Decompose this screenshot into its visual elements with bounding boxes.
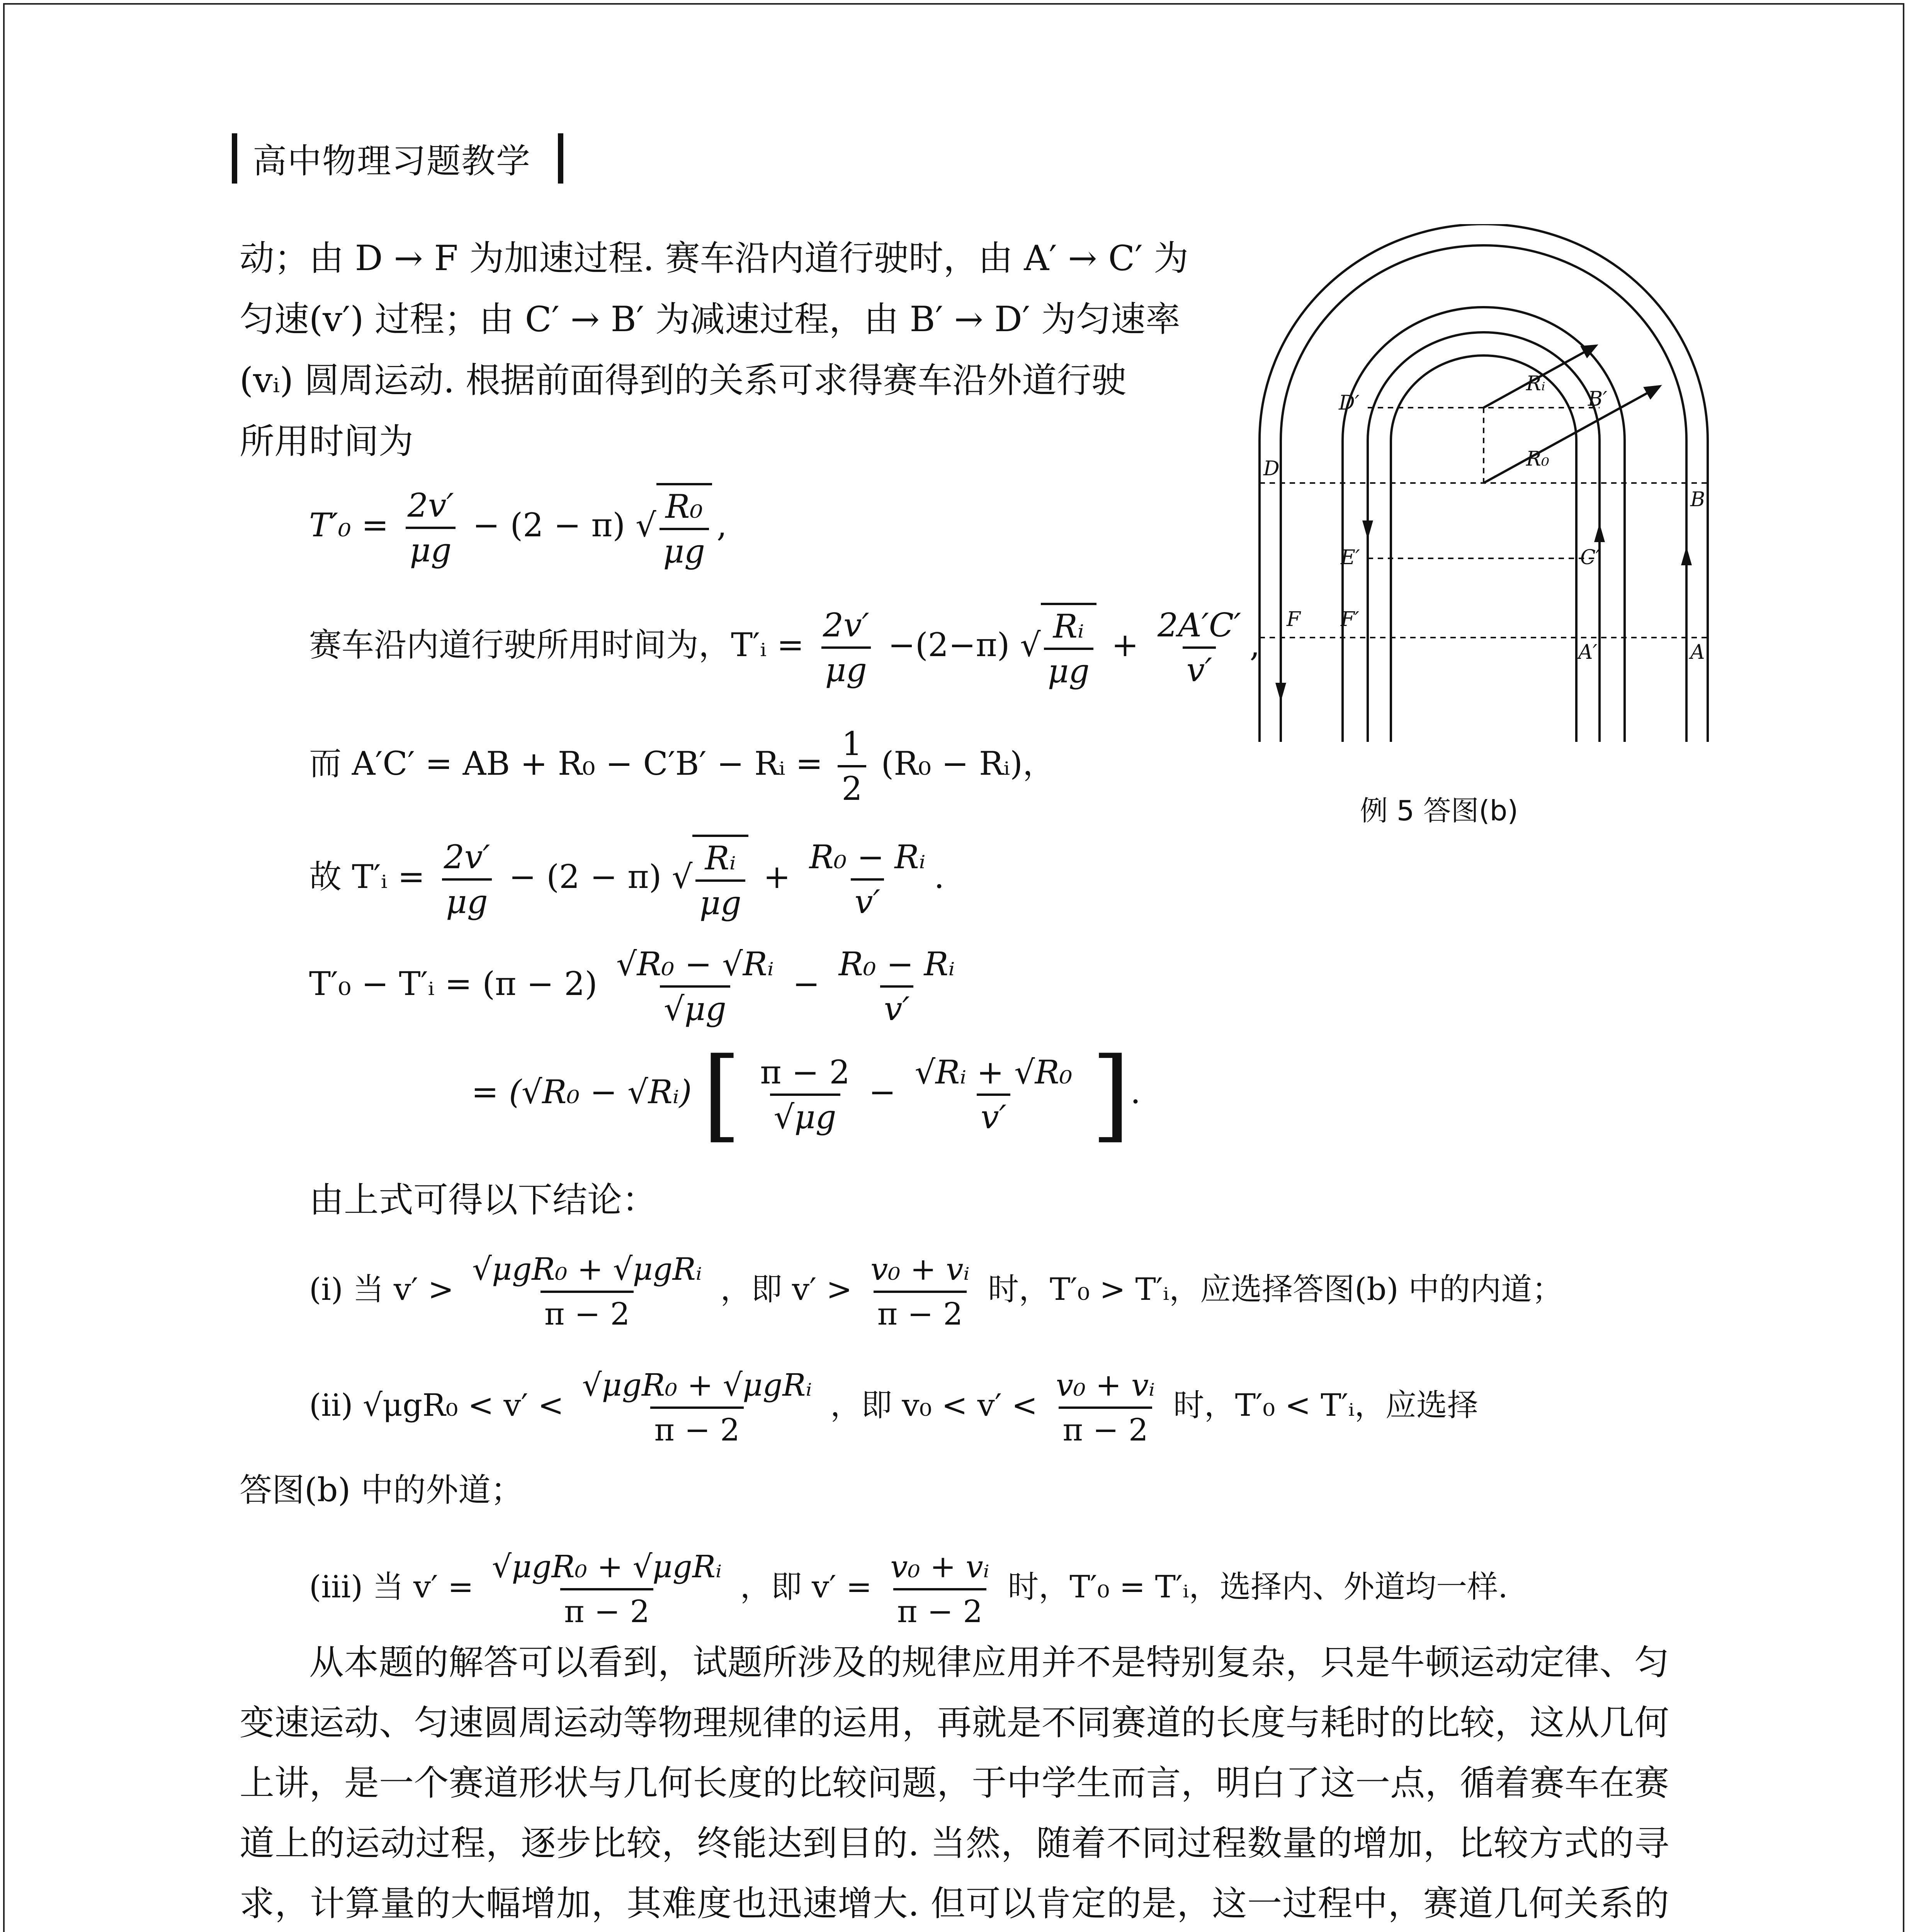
equation-Ti-final: 故 T′ᵢ = $\frac{2v'}{\mu g}$ − (2 − π) √ $\frac{\text{Rᵢ}}{\mu g}$ + $\frac{\text{R₀ − Rᵢ}}{v'}$ . xyxy=(309,835,944,924)
eq-minus: − xyxy=(792,965,820,1003)
middle-divider xyxy=(1343,307,1625,742)
frac-num: √Rᵢ + √R₀ xyxy=(915,1053,1073,1091)
label-D1: D′ xyxy=(1339,391,1360,415)
frac-num: v₀ + vᵢ xyxy=(870,1251,970,1287)
frac-num: π − 2 xyxy=(760,1053,850,1091)
figure5-labels xyxy=(1263,372,1705,664)
inner-wall xyxy=(1391,355,1576,742)
equation-Ti: 赛车沿内道行驶所用时间为，T′ᵢ = $\frac{2v'}{\mu g}$ −(2−π) √ $\frac{\text{Rᵢ}}{\mu g}$ + $\frac{2A'C'}{v'}$ , xyxy=(309,603,1260,692)
label-A1: A′ xyxy=(1578,641,1598,664)
sqrt-sign: √ xyxy=(1020,626,1041,664)
fraction-2AC-over-v xyxy=(1154,604,1245,691)
frac-den: v′ xyxy=(1183,646,1216,691)
frac-den: √μg xyxy=(770,1094,840,1138)
conclusion-i-label: (ⅰ) 当 v′ > xyxy=(309,1271,454,1307)
frac-num: √μgR₀ + √μgRᵢ xyxy=(492,1549,722,1585)
arrow-up-outer xyxy=(1683,551,1690,564)
frac-den: μg xyxy=(1044,648,1093,692)
frac-den: π − 2 xyxy=(893,1588,986,1633)
figure5-track-diagram xyxy=(1248,224,1719,773)
radius-R0-arrow xyxy=(1484,386,1659,483)
discussion-paragraph: 从本题的解答可以看到，试题所涉及的规律应用并不是特别复杂，只是牛顿运动定律、匀变速运动、匀速圆周运动等物理规律的运用，再就是不同赛道的长度与耗时的比较，这从几何上讲，是一个赛道形状与几何长度的比较问题，于中学生而言，明白了这一点，循着赛车在赛道上的运动过程，逐步比较，终能达到目的. 当然，随着不同过程数量的增加，比较方式的寻求，计算量的大幅增加，其难度也迅速增大. 但可以肯定的是，这一过程中，赛道几何关系的 xyxy=(240,1642,1669,1924)
fraction-sqrt-diff-over-sqrtmug xyxy=(612,943,778,1030)
running-header xyxy=(232,131,563,185)
conclusion-i xyxy=(309,1248,1563,1335)
eq-inner-prefix: 赛车沿内道行驶所用时间为，T′ᵢ = xyxy=(309,626,804,664)
fraction-pi2-over-sqrtmug xyxy=(756,1051,853,1138)
conclusion-iii xyxy=(309,1546,1508,1633)
frac-den: √μg xyxy=(660,985,730,1030)
label-F: F xyxy=(1287,608,1301,631)
eq-AC-tail: (R₀ − Rᵢ)， xyxy=(881,745,1055,782)
fraction-v0-vi xyxy=(886,1546,993,1633)
frac-num: 2A′C′ xyxy=(1157,606,1241,644)
fraction-R0-Ri-over-v xyxy=(806,836,930,923)
eq-minus: − (2 − π) xyxy=(509,858,662,896)
conclusion-ii-wrap: 答图(b) 中的外道； xyxy=(240,1471,524,1509)
fraction-v-threshold xyxy=(488,1546,726,1633)
arrow-down-inner xyxy=(1364,522,1372,535)
equation-T0: T′₀ = $\frac{2v'}{\mu g}$ − (2 − π) √ $\frac{\text{R₀}}{\mu g}$ , xyxy=(309,483,727,573)
fraction-v0-vi xyxy=(1052,1364,1159,1451)
frac-num: R₀ − Rᵢ xyxy=(838,945,955,983)
sqrt-sign: √ xyxy=(636,506,656,544)
conclusion-iii-label: (ⅲ) 当 v′ = xyxy=(309,1569,474,1605)
frac-num: √μgR₀ + √μgRᵢ xyxy=(472,1251,702,1287)
intro-line-3: (vᵢ) 圆周运动. 根据前面得到的关系可求得赛车沿外道行驶 xyxy=(240,360,1126,401)
equation-difference xyxy=(309,943,964,1030)
conclusion-i-mid: ，即 v′ > xyxy=(720,1271,852,1307)
frac-num: 2v′ xyxy=(823,606,869,644)
frac-num: R₀ − Rᵢ xyxy=(809,838,926,876)
header-bar-right xyxy=(558,133,563,184)
fraction-v-threshold xyxy=(468,1248,706,1335)
sqrt-Ri-over-mug xyxy=(1041,603,1096,692)
arrow-up-inner xyxy=(1596,527,1603,541)
conclusion-ii-mid: ，即 v₀ < v′ < xyxy=(830,1387,1038,1423)
dashed-guides xyxy=(1260,408,1708,638)
fraction-R0-Ri-over-v xyxy=(835,943,959,1030)
eq-plus: + xyxy=(1111,626,1139,664)
conclusion-iii-tail: 时，T′₀ = T′ᵢ，选择内、外道均一样. xyxy=(1008,1569,1508,1605)
intro-line-1: 动；由 D → F 为加速过程. 赛车沿内道行驶时，由 A′ → C′ 为 xyxy=(240,238,1189,279)
header-bar-left xyxy=(232,133,237,184)
label-B: B xyxy=(1690,488,1705,511)
frac-num: v₀ + vᵢ xyxy=(1056,1367,1155,1403)
label-Ri: Rᵢ xyxy=(1526,372,1545,395)
bracket-right: ] xyxy=(1091,1036,1130,1153)
radius-R0-arrowhead xyxy=(1645,386,1659,398)
frac-den: v′ xyxy=(851,878,884,923)
frac-num: Rᵢ xyxy=(1053,607,1084,645)
conclusion-ii-label: (ⅱ) √μgR₀ < v′ < xyxy=(309,1387,564,1423)
inner-lane xyxy=(1368,332,1600,742)
frac-den: 2 xyxy=(838,765,866,810)
sqrt-R0-over-mug xyxy=(656,483,712,573)
intro-line-4: 所用时间为 xyxy=(240,421,413,462)
eq-T0-lhs: T′₀ = xyxy=(309,506,389,544)
frac-num: Rᵢ xyxy=(705,839,736,877)
running-title: 高中物理习题教学 xyxy=(253,141,531,181)
eq-gu-prefix: 故 T′ᵢ = xyxy=(309,858,425,896)
frac-den: π − 2 xyxy=(541,1291,634,1335)
frac-den: π − 2 xyxy=(560,1588,653,1633)
frac-den: μg xyxy=(821,646,871,691)
frac-den: v′ xyxy=(880,985,914,1030)
equation-AC xyxy=(309,723,1055,810)
fraction-v0-vi xyxy=(867,1248,973,1335)
frac-den: μg xyxy=(406,527,455,571)
label-C1: C′ xyxy=(1580,546,1600,569)
frac-den: μg xyxy=(442,878,491,923)
eq-last-lhs: = (√R₀ − √Rᵢ) xyxy=(471,1073,692,1111)
eq-minus: − xyxy=(869,1073,896,1111)
frac-den: v′ xyxy=(977,1094,1010,1138)
frac-den: π − 2 xyxy=(874,1291,967,1335)
frac-den: π − 2 xyxy=(1059,1406,1152,1451)
label-D: D xyxy=(1263,457,1280,480)
frac-den: μg xyxy=(660,528,709,573)
conclusion-intro: 由上式可得以下结论： xyxy=(309,1180,657,1220)
eq-AC-line: 而 A′C′ = AB + R₀ − C′B′ − Rᵢ = xyxy=(309,745,823,782)
label-E1: E′ xyxy=(1341,546,1360,569)
sqrt-sign: √ xyxy=(671,858,693,896)
bracket-left: [ xyxy=(702,1036,741,1153)
fraction-2v-over-mug xyxy=(440,836,494,923)
label-R0: R₀ xyxy=(1526,447,1549,471)
eq-plus: + xyxy=(763,858,790,896)
eq-minus: −(2−π) xyxy=(888,626,1010,664)
fraction-2v-over-mug xyxy=(404,484,458,571)
conclusion-iii-mid: ，即 v′ = xyxy=(740,1569,872,1605)
arrow-down-outer xyxy=(1277,684,1285,697)
intro-text xyxy=(240,228,1244,472)
eq-T0-rest: − (2 − π) xyxy=(473,506,626,544)
conclusion-ii xyxy=(309,1364,1478,1451)
frac-den: μg xyxy=(695,879,745,924)
frac-num: √μgR₀ + √μgRᵢ xyxy=(582,1367,812,1403)
conclusion-i-tail: 时，T′₀ > T′ᵢ，应选择答图(b) 中的内道； xyxy=(988,1271,1563,1307)
fraction-v-threshold xyxy=(578,1364,816,1451)
label-F1: F′ xyxy=(1341,608,1359,631)
eq-diff-lhs: T′₀ − T′ᵢ = (π − 2) xyxy=(309,965,598,1003)
frac-num: 2v′ xyxy=(444,838,490,876)
sqrt-Ri-over-mug xyxy=(692,835,748,924)
label-A: A xyxy=(1690,641,1705,664)
frac-num: v₀ + vᵢ xyxy=(890,1549,989,1585)
frac-num: R₀ xyxy=(665,488,703,526)
figure5-caption: 例 5 答图(b) xyxy=(1360,794,1518,827)
frac-num: √R₀ − √Rᵢ xyxy=(616,945,774,983)
label-B1: B′ xyxy=(1588,388,1608,411)
frac-num: 2v′ xyxy=(407,486,454,524)
conclusion-ii-tail: 时，T′₀ < T′ᵢ，应选择 xyxy=(1173,1387,1478,1423)
fraction-sqrt-sum-over-v xyxy=(911,1051,1076,1138)
equation-factored: = (√R₀ − √Rᵢ) [ $\frac{\pi - 2}{√\mu g}$ − $\frac{\text{√Rᵢ + √R₀}}{v'}$ ]. xyxy=(471,1036,1141,1153)
radius-Ri-arrowhead xyxy=(1582,346,1596,356)
intro-line-2: 匀速(v′) 过程；由 C′ → B′ 为减速过程，由 B′ → D′ 为匀速率 xyxy=(240,299,1180,340)
frac-den: π − 2 xyxy=(650,1406,743,1451)
fraction-2v-over-mug xyxy=(819,604,873,691)
fraction-one-half xyxy=(838,723,866,810)
frac-num: 1 xyxy=(841,725,862,763)
